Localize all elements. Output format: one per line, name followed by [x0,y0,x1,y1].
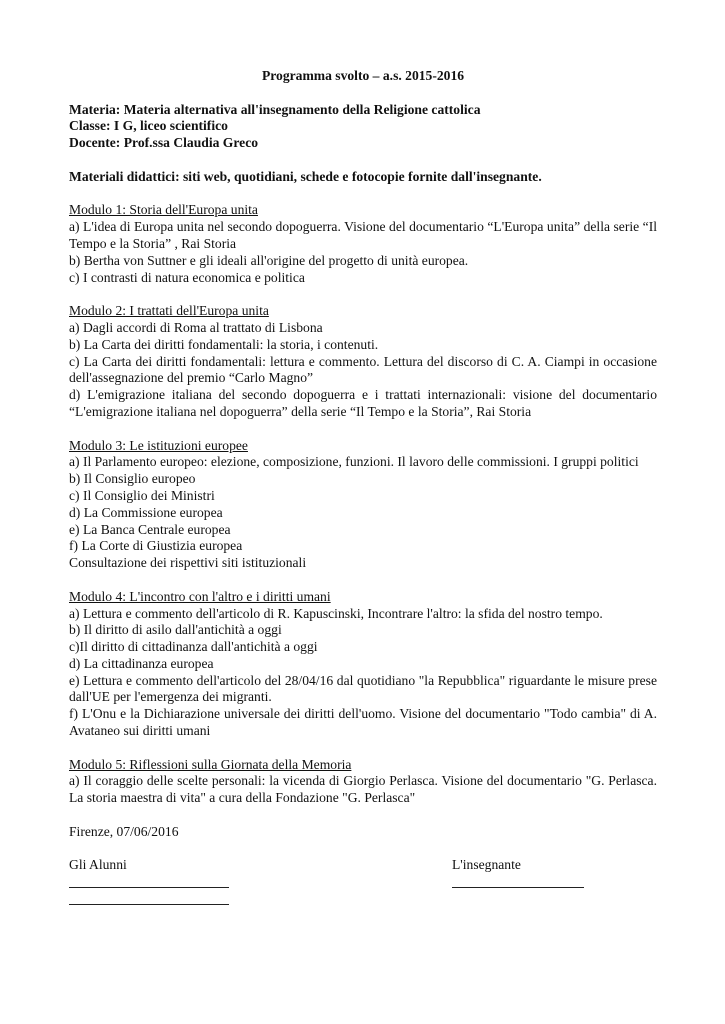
students-signature-line [69,887,229,888]
module-item: a) Lettura e commento dell'articolo di R. Kapuscinski, Incontrare l'altro: la sfida del nostro tempo. [69,605,603,621]
module-item: a) Il coraggio delle scelte personali: la vicenda di Giorgio Perlasca. Visione del documentario "G. Perlasca. La storia maestra di vita" a cura della Fondazione "G. Perlasca" [69,773,657,806]
class-line: Classe: I G, liceo scientifico [69,118,228,134]
module-item: c) La Carta dei diritti fondamentali: lettura e commento. Lettura del discorso di C. A. Ciampi in occasione dell'assegnazione del premio “Carlo Magno” [69,353,657,386]
module-item: Consultazione dei rispettivi siti istituzionali [69,555,307,571]
materials-line: Materiali didattici: siti web, quotidiani, schede e fotocopie fornite dall'insegnante. [69,168,542,184]
module-item: a) Dagli accordi di Roma al trattato di Lisbona [69,319,323,335]
module-item: f) L'Onu e la Dichiarazione universale dei diritti dell'uomo. Visione del documentario "Todo cambia" di A. Avataneo sui diritti umani [69,706,657,739]
students-signature-line [69,904,229,905]
module-item: a) L'idea di Europa unita nel secondo dopoguerra. Visione del documentario “L'Europa unita” della serie “Il Tempo e la Storia” , Rai Storia [69,219,657,251]
module-item: c) Il Consiglio dei Ministri [69,487,215,503]
module-item: f) La Corte di Giustizia europea [69,538,243,554]
teacher-label: L'insegnante [452,857,521,873]
students-label: Gli Alunni [69,857,127,873]
module-item: d) La Commissione europea [69,504,223,520]
module-item: e) La Banca Centrale europea [69,521,231,537]
module-3 [69,438,657,572]
module-item: e) Lettura e commento dell'articolo del 28/04/16 dal quotidiano "la Repubblica" riguardante le misure prese dall'UE per l'emergenza dei migranti. [69,672,657,705]
signature-lines-row-2 [69,891,657,908]
place-date: Firenze, 07/06/2016 [69,823,179,839]
document-title: Programma svolto – a.s. 2015-2016 [261,68,465,83]
module-item: c)Il diritto di cittadinanza dall'antichità a oggi [69,639,318,655]
module-item: b) Il diritto di asilo dall'antichità a oggi [69,622,282,638]
module-heading: Modulo 2: I trattati dell'Europa unita [69,303,269,319]
document-body [69,68,657,908]
module-item: b) La Carta dei diritti fondamentali: la storia, i contenuti. [69,336,379,352]
module-item: b) Bertha von Suttner e gli ideali all'origine del progetto di unità europea. [69,252,469,268]
module-5 [69,757,657,807]
module-item: b) Il Consiglio europeo [69,471,196,487]
subject-line: Materia: Materia alternativa all'insegnamento della Religione cattolica [69,101,481,117]
module-1 [69,202,657,286]
module-item: a) Il Parlamento europeo: elezione, composizione, funzioni. Il lavoro delle commissioni. I gruppi politici [69,454,639,470]
module-heading: Modulo 1: Storia dell'Europa unita [69,202,258,218]
module-2 [69,303,657,421]
module-item: d) La cittadinanza europea [69,655,214,671]
module-4 [69,589,657,740]
teacher-line: Docente: Prof.ssa Claudia Greco [69,135,259,151]
teacher-signature-line [452,887,584,888]
module-heading: Modulo 5: Riflessioni sulla Giornata della Memoria [69,756,352,772]
module-heading: Modulo 3: Le istituzioni europee [69,437,248,453]
module-heading: Modulo 4: L'incontro con l'altro e i diritti umani [69,588,331,604]
module-item: c) I contrasti di natura economica e politica [69,269,305,285]
signature-labels [69,857,657,874]
signature-lines-row-1 [69,874,657,891]
module-item: d) L'emigrazione italiana del secondo dopoguerra e i trattati internazionali: visione del documentario “L'emigrazione italiana nel dopoguerra” della serie “Il Tempo e la Storia”, Rai Storia [69,387,657,419]
